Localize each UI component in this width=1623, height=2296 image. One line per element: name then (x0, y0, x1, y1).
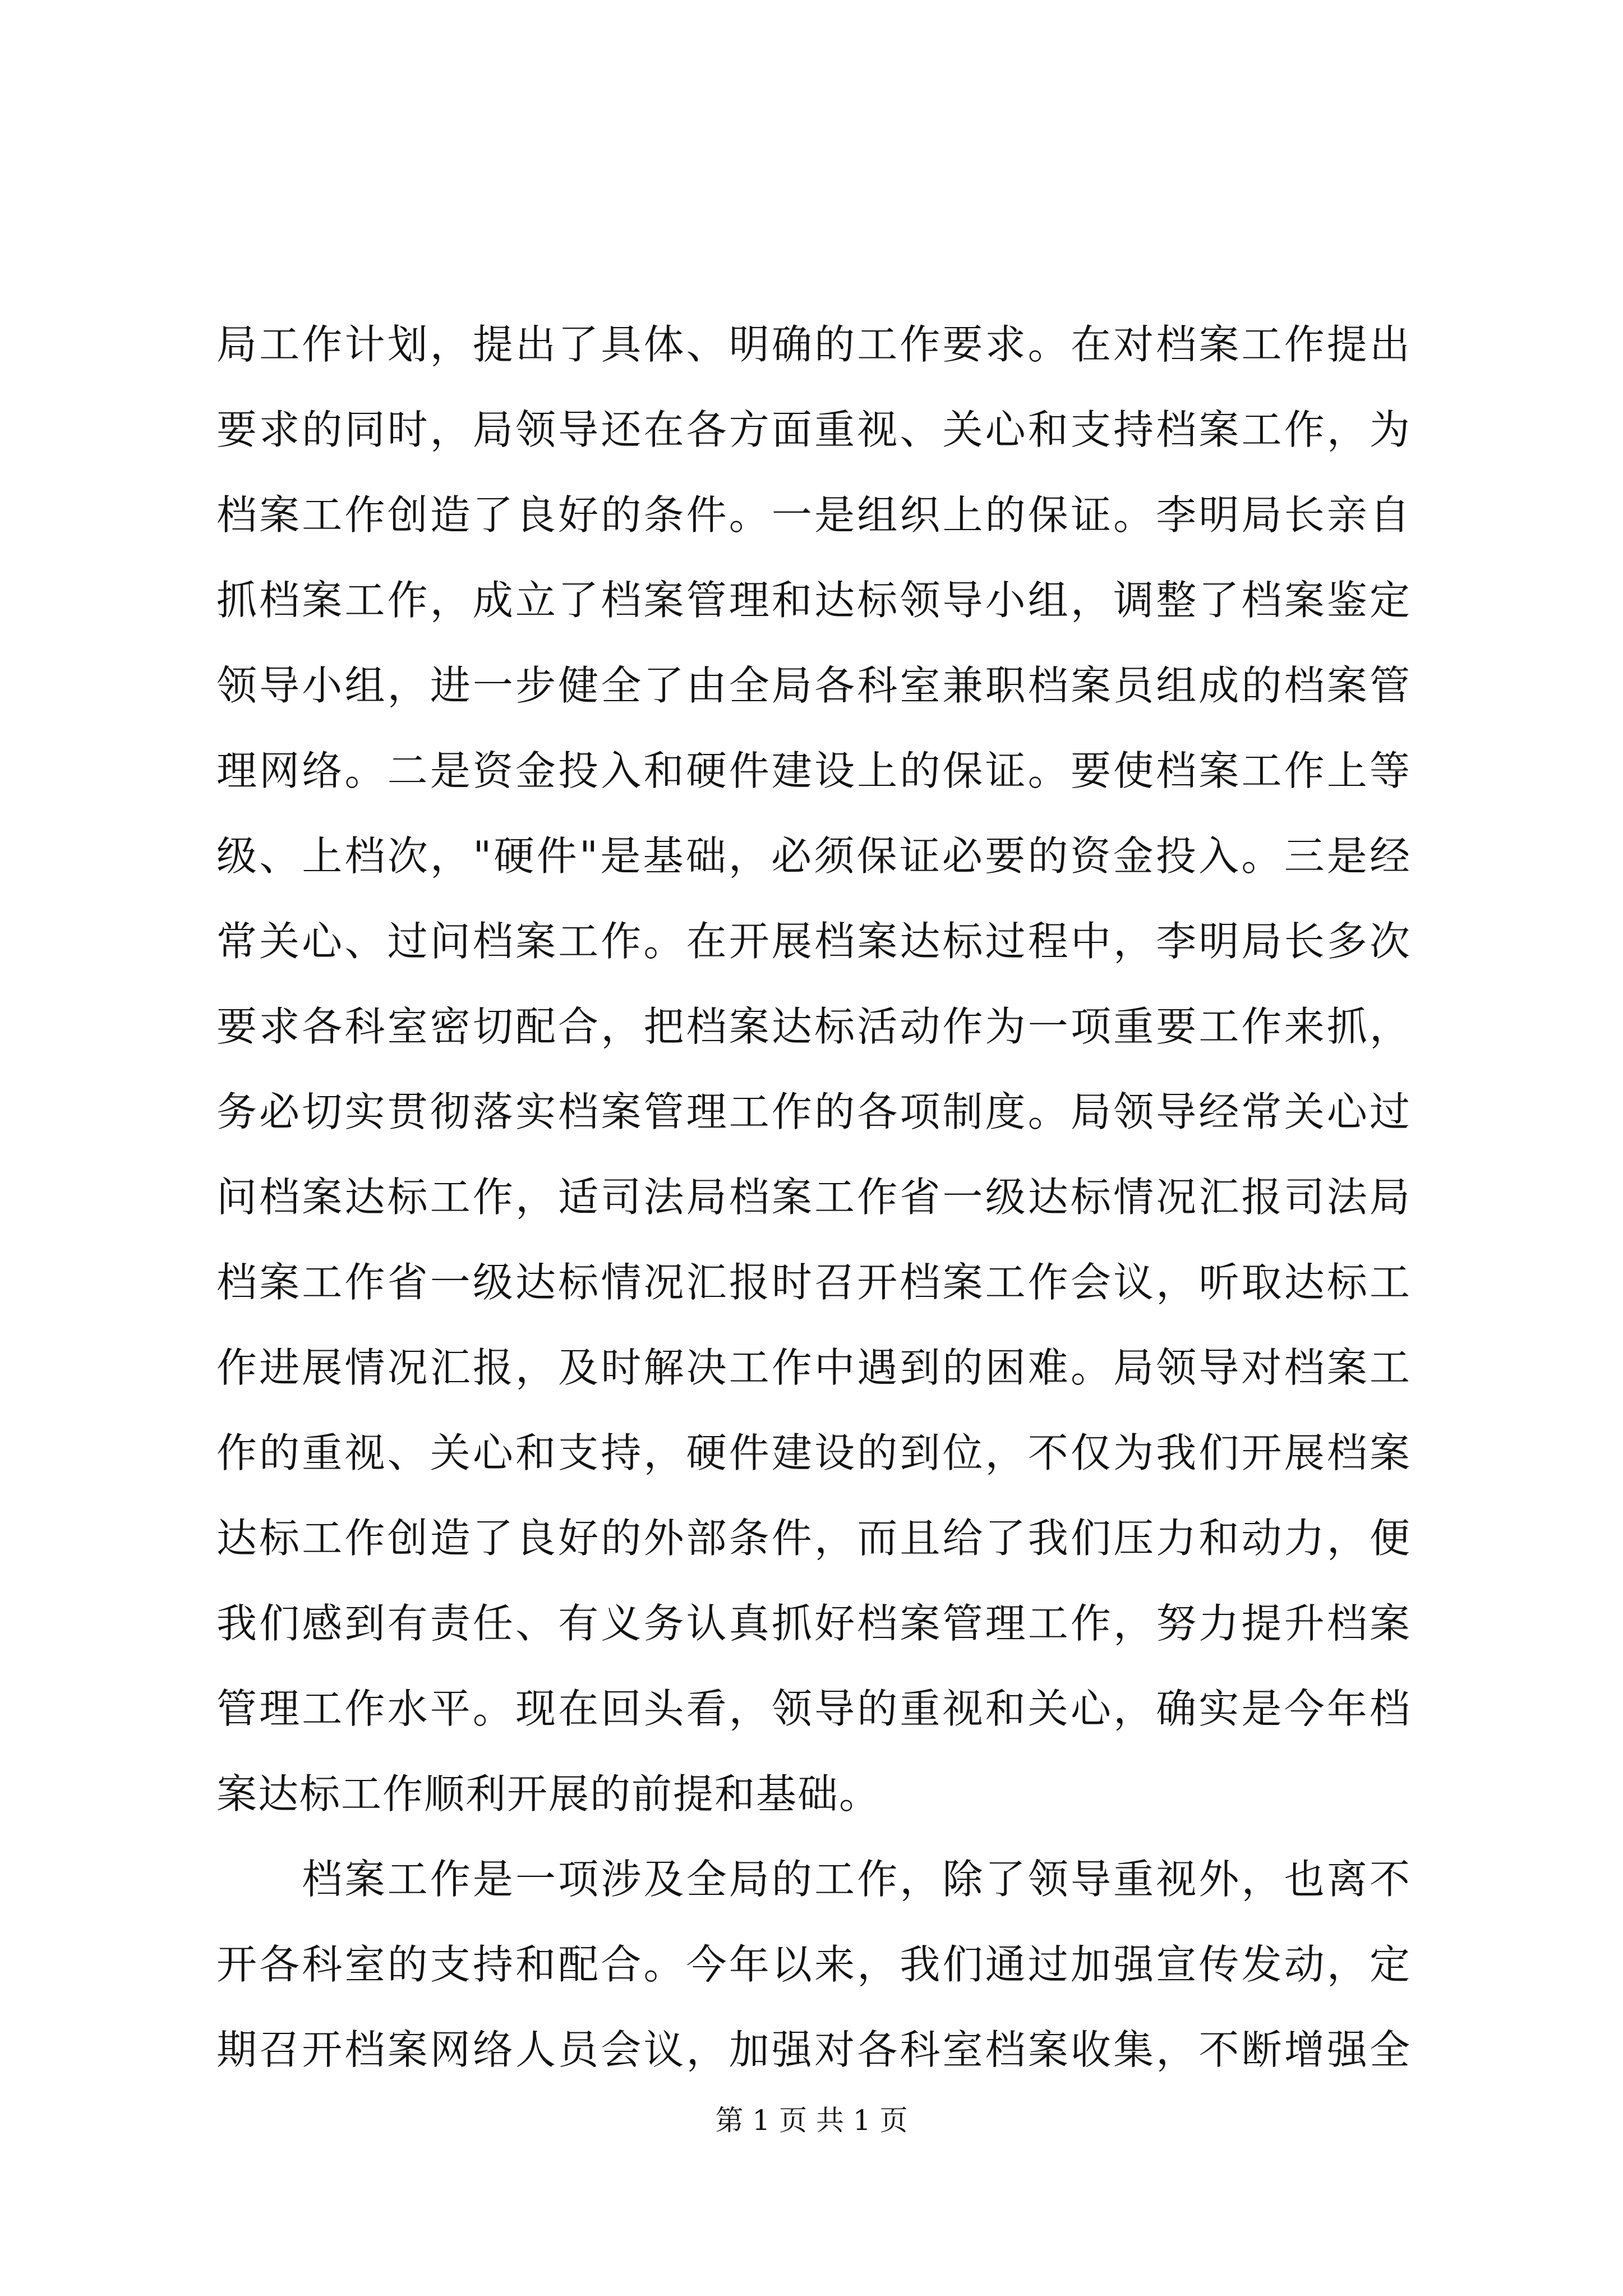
text-line: 抓档案工作，成立了档案管理和达标领导小组，调整了档案鉴定 (216, 577, 1411, 624)
text-line: 达标工作创造了良好的外部条件，而且给了我们压力和动力，便 (216, 1515, 1411, 1562)
text-line: 档案工作创造了良好的条件。一是组织上的保证。李明局长亲自 (216, 491, 1411, 539)
text-line: 要求各科室密切配合，把档案达标活动作为一项重要工作来抓， (216, 1003, 1411, 1050)
text-line: 要求的同时，局领导还在各方面重视、关心和支持档案工作，为 (216, 406, 1411, 453)
document-body (216, 302, 1411, 2092)
text-line: 档案工作是一项涉及全局的工作，除了领导重视外，也离不 (216, 1856, 1411, 1903)
text-line: 案达标工作顺利开展的前提和基础。 (216, 1770, 881, 1818)
text-line: 理网络。二是资金投入和硬件建设上的保证。要使档案工作上等 (216, 747, 1411, 794)
text-line: 常关心、过问档案工作。在开展档案达标过程中，李明局长多次 (216, 918, 1411, 965)
text-line: 我们感到有责任、有义务认真抓好档案管理工作，努力提升档案 (216, 1600, 1411, 1647)
text-line: 局工作计划，提出了具体、明确的工作要求。在对档案工作提出 (216, 321, 1411, 368)
text-line: 开各科室的支持和配合。今年以来，我们通过加强宣传发动，定 (216, 1941, 1411, 1988)
text-line: 问档案达标工作，适司法局档案工作省一级达标情况汇报司法局 (216, 1174, 1411, 1221)
text-line: 务必切实贯彻落实档案管理工作的各项制度。局领导经常关心过 (216, 1088, 1411, 1135)
page-number-label: 第 1 页 共 1 页 (715, 2104, 908, 2137)
text-line: 作的重视、关心和支持，硬件建设的到位，不仅为我们开展档案 (216, 1429, 1411, 1476)
text-line: 管理工作水平。现在回头看，领导的重视和关心，确实是今年档 (216, 1685, 1411, 1732)
page-footer (0, 2098, 1623, 2138)
text-line: 作进展情况汇报，及时解决工作中遇到的困难。局领导对档案工 (216, 1344, 1411, 1391)
text-line: 领导小组，进一步健全了由全局各科室兼职档案员组成的档案管 (216, 662, 1411, 709)
text-line: 档案工作省一级达标情况汇报时召开档案工作会议，听取达标工 (216, 1259, 1411, 1306)
text-line: 级、上档次，"硬件"是基础，必须保证必要的资金投入。三是经 (216, 832, 1411, 880)
text-line: 期召开档案网络人员会议，加强对各科室档案收集，不断增强全 (216, 2026, 1411, 2073)
